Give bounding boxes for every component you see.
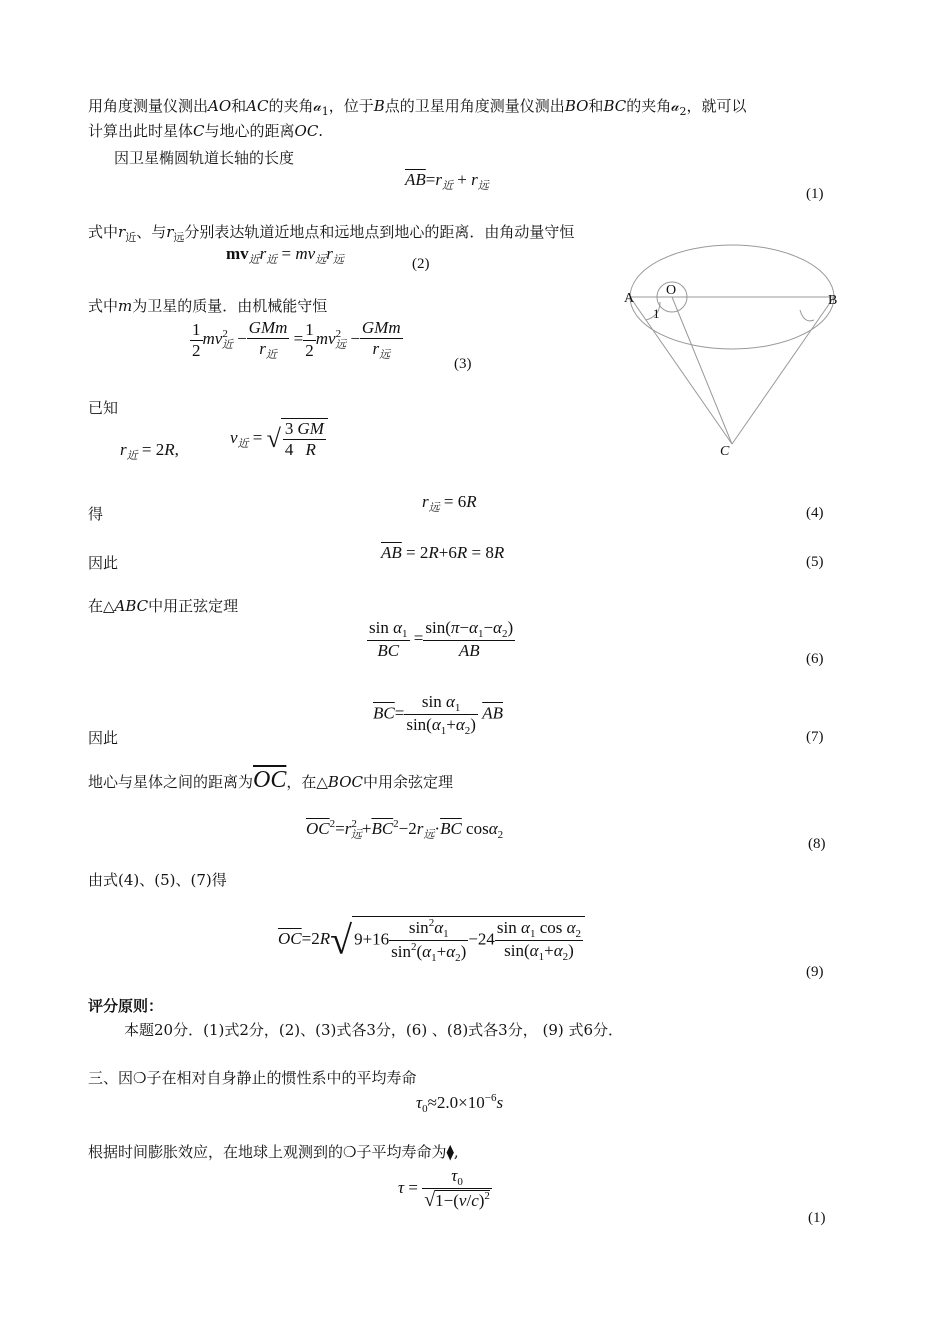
equation-9: $\overline{OC}=2R√$ 9+16 $\frac{\sin^2\alpha_1}{\sin^2(\alpha_1+\alpha_2)}$ −24 $\frac{\sin \alpha_1 \cos \alpha_2}{\sin(\alpha_1+\alpha_2)}$ [278, 916, 585, 964]
paragraph-7: 由式(4)、(5)、(7)得 [88, 871, 227, 889]
paragraph-6: 地心与星体之间的距离为$\overline{OC}$，在△BOC中用余弦定理 [88, 767, 453, 793]
known-label: 已知 [88, 399, 119, 417]
part3-line-2: 根据时间膨胀效应，在地球上观测到的❍子平均寿命为⧫, [88, 1143, 459, 1161]
scoring-text: 本题20分．(1)式2分，(2)、(3)式各3分，(6) 、(8)式各3分， (9) 式6分． [124, 1021, 624, 1039]
equation-6-label: (6) [806, 651, 824, 667]
paragraph-line-1: 用角度测量仪测出AO和AC的夹角𝒶$_1$，位于B点的卫星用角度测量仪测出BO和BC的夹角𝒶$_2$，就可以 [88, 97, 747, 118]
known-v-near: $v_近$ = √ $\frac{3}{4}$ $\frac{GM}{R}$ [230, 418, 328, 460]
paragraph-2: 因卫星椭圆轨道长轴的长度 [114, 149, 295, 167]
yinci-label-1: 因此 [88, 554, 119, 572]
label-o: O [666, 283, 677, 298]
equation-4-label: (4) [806, 505, 824, 521]
yinci-label-2: 因此 [88, 729, 119, 747]
paragraph-5: 在△ABC中用正弦定理 [88, 597, 239, 615]
de-label: 得 [88, 505, 104, 523]
equation-4: $r_远 = 6R$ [422, 492, 477, 514]
part3-line-1: 三、因❍子在相对自身静止的惯性系中的平均寿命 [88, 1069, 417, 1087]
paragraph-6-after: ，在△BOC中用余弦定理 [286, 773, 453, 791]
known-r-near: $r_近 = 2R$, [120, 440, 179, 462]
part3-equation-label: (1) [808, 1210, 826, 1226]
equation-3-label: (3) [454, 356, 472, 372]
alpha1-symbol: 𝒶$_1$ [313, 97, 329, 118]
equation-1: $\overline{AB}=r_近 + r_远$ [405, 170, 489, 192]
equation-1-label: (1) [806, 186, 824, 202]
equation-6: $\frac{\sin \alpha_1}{BC}$ = $\frac{\sin(\pi-\alpha_1-\alpha_2)}{AB}$ [369, 618, 514, 660]
alpha2-symbol: 𝒶$_2$ [671, 97, 687, 118]
equation-9-label: (9) [806, 964, 824, 980]
paragraph-4: 式中m为卫星的质量．由机械能守恒 [88, 297, 328, 315]
equation-tau0: $\tau_0\approx 2.0\times 10^{-6}s$ [416, 1092, 504, 1115]
scoring-title: 评分原则： [88, 997, 164, 1015]
equation-5-label: (5) [806, 554, 824, 570]
paragraph-3: 式中$r_近$、与$r_远$分别表达轨道近地点和远地点到地心的距离．由角动量守恒 [88, 223, 575, 244]
equation-tau: τ = $\frac{\tau_0}{√1-(v/c)^2}$ [398, 1166, 490, 1211]
line-bc [732, 297, 834, 444]
equation-7-label: (7) [806, 729, 824, 745]
orbit-diagram [620, 240, 850, 470]
equation-7: $\overline{BC}=$ $\frac{\sin \alpha_1}{\sin(\alpha_1+\alpha_2)}$ $\overline{AB}$ [373, 692, 503, 737]
equation-2-label: (2) [412, 256, 430, 272]
equation-8-label: (8) [808, 836, 826, 852]
paragraph-line-2: 计算出此时星体C与地心的距离OC. [88, 122, 324, 140]
equation-5: $\overline{AB} = 2R+6R = 8R$ [381, 543, 505, 562]
equation-2: $mv_近r_近 = mv_远r_远$ [226, 244, 344, 266]
label-a: A [624, 291, 635, 306]
label-b: B [828, 293, 838, 308]
label-one: 1 [653, 306, 660, 321]
label-c: C [720, 444, 730, 459]
angle-arc-b [800, 310, 814, 321]
equation-3: $\frac{1}{2}$ $mv^2_近$ − $\frac{\text{GMm}}{r_近}$ = $\frac{1}{2}$ $mv^2_远$ − $\frac{\text{GMm}}{r_远}$ [192, 318, 401, 361]
equation-8: $\overline{OC}^2=r^2_远+\overline{BC}^2-2r_远\cdot\overline{BC}$ cosα$_2$ [306, 818, 504, 841]
